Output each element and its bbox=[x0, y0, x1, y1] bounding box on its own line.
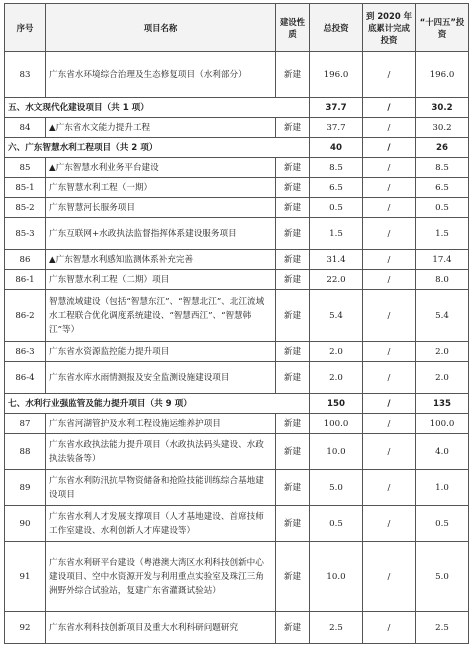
cell-total: 2.0 bbox=[310, 362, 363, 394]
table-row bbox=[5, 118, 469, 138]
header-no: 序号 bbox=[5, 4, 46, 52]
section-total: 150 bbox=[310, 394, 363, 414]
cell-no: 90 bbox=[5, 506, 46, 542]
cell-name: ▲广东省水文能力提升工程 bbox=[46, 118, 276, 138]
cell-plan: 4.0 bbox=[416, 434, 469, 470]
cell-plan: 30.2 bbox=[416, 118, 469, 138]
cell-nature: 新建 bbox=[276, 52, 310, 98]
table-row bbox=[5, 198, 469, 218]
cell-total: 6.5 bbox=[310, 178, 363, 198]
cell-name: 广东省河湖管护及水利工程设施运维养护项目 bbox=[46, 414, 276, 434]
cell-name: 广东省水利科技创新项目及重大水利科研问题研究 bbox=[46, 612, 276, 644]
cell-nature: 新建 bbox=[276, 362, 310, 394]
cell-total: 2.5 bbox=[310, 612, 363, 644]
section-row bbox=[5, 98, 469, 118]
cell-plan: 1.5 bbox=[416, 218, 469, 250]
cell-total: 100.0 bbox=[310, 414, 363, 434]
cell-cumulative: / bbox=[363, 158, 416, 178]
cell-plan: 8.0 bbox=[416, 270, 469, 290]
cell-no: 88 bbox=[5, 434, 46, 470]
table-row bbox=[5, 342, 469, 362]
cell-name: 广东省水利研平台建设（粤港澳大湾区水利科技创新中心建设项目、空中水资源开发与利用重点实验室及珠江三角洲野外综合试验站，复建广东省灌溉试验站） bbox=[46, 542, 276, 612]
table-row bbox=[5, 414, 469, 434]
cell-cumulative: / bbox=[363, 270, 416, 290]
cell-nature: 新建 bbox=[276, 506, 310, 542]
section-title: 五、水文现代化建设项目（共 1 项） bbox=[5, 98, 310, 118]
section-plan: 135 bbox=[416, 394, 469, 414]
section-title: 六、广东智慧水利工程项目（共 2 项） bbox=[5, 138, 310, 158]
cell-no: 91 bbox=[5, 542, 46, 612]
cell-no: 85-3 bbox=[5, 218, 46, 250]
cell-plan: 5.0 bbox=[416, 542, 469, 612]
cell-total: 37.7 bbox=[310, 118, 363, 138]
cell-plan: 8.5 bbox=[416, 158, 469, 178]
cell-nature: 新建 bbox=[276, 118, 310, 138]
cell-plan: 196.0 bbox=[416, 52, 469, 98]
cell-name: 广东省水资源监控能力提升项目 bbox=[46, 342, 276, 362]
cell-plan: 1.0 bbox=[416, 470, 469, 506]
cell-nature: 新建 bbox=[276, 434, 310, 470]
cell-name: 广东省水库水雨情测报及安全监测设施建设项目 bbox=[46, 362, 276, 394]
cell-no: 84 bbox=[5, 118, 46, 138]
section-plan: 30.2 bbox=[416, 98, 469, 118]
cell-nature: 新建 bbox=[276, 414, 310, 434]
table-row bbox=[5, 506, 469, 542]
header-name: 项目名称 bbox=[46, 4, 276, 52]
table-row bbox=[5, 270, 469, 290]
section-row bbox=[5, 394, 469, 414]
cell-name: 广东互联网+水政执法监督指挥体系建设服务项目 bbox=[46, 218, 276, 250]
cell-nature: 新建 bbox=[276, 270, 310, 290]
cell-total: 10.0 bbox=[310, 542, 363, 612]
table-row bbox=[5, 290, 469, 342]
cell-total: 0.5 bbox=[310, 506, 363, 542]
cell-nature: 新建 bbox=[276, 218, 310, 250]
section-title: 七、水利行业强监管及能力提升项目（共 9 项） bbox=[5, 394, 310, 414]
cell-cumulative: / bbox=[363, 414, 416, 434]
table-row bbox=[5, 178, 469, 198]
cell-name: 广东智慧河长服务项目 bbox=[46, 198, 276, 218]
cell-total: 1.5 bbox=[310, 218, 363, 250]
cell-nature: 新建 bbox=[276, 178, 310, 198]
cell-total: 2.0 bbox=[310, 342, 363, 362]
cell-plan: 17.4 bbox=[416, 250, 469, 270]
cell-cumulative: / bbox=[363, 434, 416, 470]
cell-name: 广东智慧水利工程（二期）项目 bbox=[46, 270, 276, 290]
header-plan: “十四五”投资 bbox=[416, 4, 469, 52]
section-cumulative: / bbox=[363, 98, 416, 118]
cell-cumulative: / bbox=[363, 612, 416, 644]
cell-cumulative: / bbox=[363, 506, 416, 542]
cell-no: 86-4 bbox=[5, 362, 46, 394]
table-row bbox=[5, 434, 469, 470]
cell-name: ▲广东智慧水利业务平台建设 bbox=[46, 158, 276, 178]
cell-total: 22.0 bbox=[310, 270, 363, 290]
cell-nature: 新建 bbox=[276, 542, 310, 612]
cell-no: 83 bbox=[5, 52, 46, 98]
cell-plan: 5.4 bbox=[416, 290, 469, 342]
cell-cumulative: / bbox=[363, 342, 416, 362]
cell-total: 196.0 bbox=[310, 52, 363, 98]
cell-total: 0.5 bbox=[310, 198, 363, 218]
cell-total: 5.0 bbox=[310, 470, 363, 506]
cell-cumulative: / bbox=[363, 250, 416, 270]
section-total: 37.7 bbox=[310, 98, 363, 118]
section-row bbox=[5, 138, 469, 158]
cell-cumulative: / bbox=[363, 362, 416, 394]
cell-name: 智慧流域建设（包括“智慧东江”、“智慧北江”、北江流域水工程联合优化调度系统建设、“智慧西江”、“智慧韩江”等） bbox=[46, 290, 276, 342]
cell-name: 广东省水政执法能力提升项目（水政执法码头建设、水政执法装备等） bbox=[46, 434, 276, 470]
cell-plan: 100.0 bbox=[416, 414, 469, 434]
table-row bbox=[5, 218, 469, 250]
cell-nature: 新建 bbox=[276, 198, 310, 218]
table-row bbox=[5, 362, 469, 394]
cell-plan: 2.5 bbox=[416, 612, 469, 644]
cell-total: 8.5 bbox=[310, 158, 363, 178]
cell-name: ▲广东智慧水利感知监测体系补充完善 bbox=[46, 250, 276, 270]
table-row bbox=[5, 250, 469, 270]
cell-no: 86-2 bbox=[5, 290, 46, 342]
cell-total: 10.0 bbox=[310, 434, 363, 470]
table-row bbox=[5, 542, 469, 612]
cell-name: 广东智慧水利工程（一期） bbox=[46, 178, 276, 198]
cell-cumulative: / bbox=[363, 52, 416, 98]
cell-nature: 新建 bbox=[276, 250, 310, 270]
table-body bbox=[5, 52, 469, 644]
cell-no: 85-1 bbox=[5, 178, 46, 198]
cell-no: 92 bbox=[5, 612, 46, 644]
cell-nature: 新建 bbox=[276, 158, 310, 178]
cell-name: 广东省水环境综合治理及生态修复项目（水利部分） bbox=[46, 52, 276, 98]
cell-plan: 2.0 bbox=[416, 342, 469, 362]
cell-plan: 0.5 bbox=[416, 198, 469, 218]
cell-nature: 新建 bbox=[276, 612, 310, 644]
cell-nature: 新建 bbox=[276, 342, 310, 362]
cell-cumulative: / bbox=[363, 542, 416, 612]
cell-no: 87 bbox=[5, 414, 46, 434]
investment-table bbox=[4, 3, 469, 644]
cell-cumulative: / bbox=[363, 178, 416, 198]
table-row bbox=[5, 158, 469, 178]
section-plan: 26 bbox=[416, 138, 469, 158]
cell-no: 86-3 bbox=[5, 342, 46, 362]
cell-cumulative: / bbox=[363, 198, 416, 218]
cell-no: 85 bbox=[5, 158, 46, 178]
table-row bbox=[5, 52, 469, 98]
cell-cumulative: / bbox=[363, 218, 416, 250]
header-nature: 建设性质 bbox=[276, 4, 310, 52]
cell-plan: 2.0 bbox=[416, 362, 469, 394]
cell-no: 86 bbox=[5, 250, 46, 270]
cell-nature: 新建 bbox=[276, 470, 310, 506]
cell-name: 广东省水利防汛抗旱物资储备和抢险技能训练综合基地建设项目 bbox=[46, 470, 276, 506]
cell-plan: 0.5 bbox=[416, 506, 469, 542]
section-cumulative: / bbox=[363, 394, 416, 414]
cell-plan: 6.5 bbox=[416, 178, 469, 198]
section-total: 40 bbox=[310, 138, 363, 158]
cell-no: 85-2 bbox=[5, 198, 46, 218]
cell-cumulative: / bbox=[363, 290, 416, 342]
cell-no: 86-1 bbox=[5, 270, 46, 290]
cell-total: 31.4 bbox=[310, 250, 363, 270]
cell-total: 5.4 bbox=[310, 290, 363, 342]
table-row bbox=[5, 612, 469, 644]
cell-cumulative: / bbox=[363, 118, 416, 138]
table-row bbox=[5, 470, 469, 506]
cell-cumulative: / bbox=[363, 470, 416, 506]
table-header-row bbox=[5, 4, 469, 52]
section-cumulative: / bbox=[363, 138, 416, 158]
cell-nature: 新建 bbox=[276, 290, 310, 342]
header-cumulative: 到 2020 年底累计完成投资 bbox=[363, 4, 416, 52]
cell-name: 广东省水利人才发展支撑项目（人才基地建设、首席技师工作室建设、水利创新人才库建设等） bbox=[46, 506, 276, 542]
cell-no: 89 bbox=[5, 470, 46, 506]
header-total: 总投资 bbox=[310, 4, 363, 52]
